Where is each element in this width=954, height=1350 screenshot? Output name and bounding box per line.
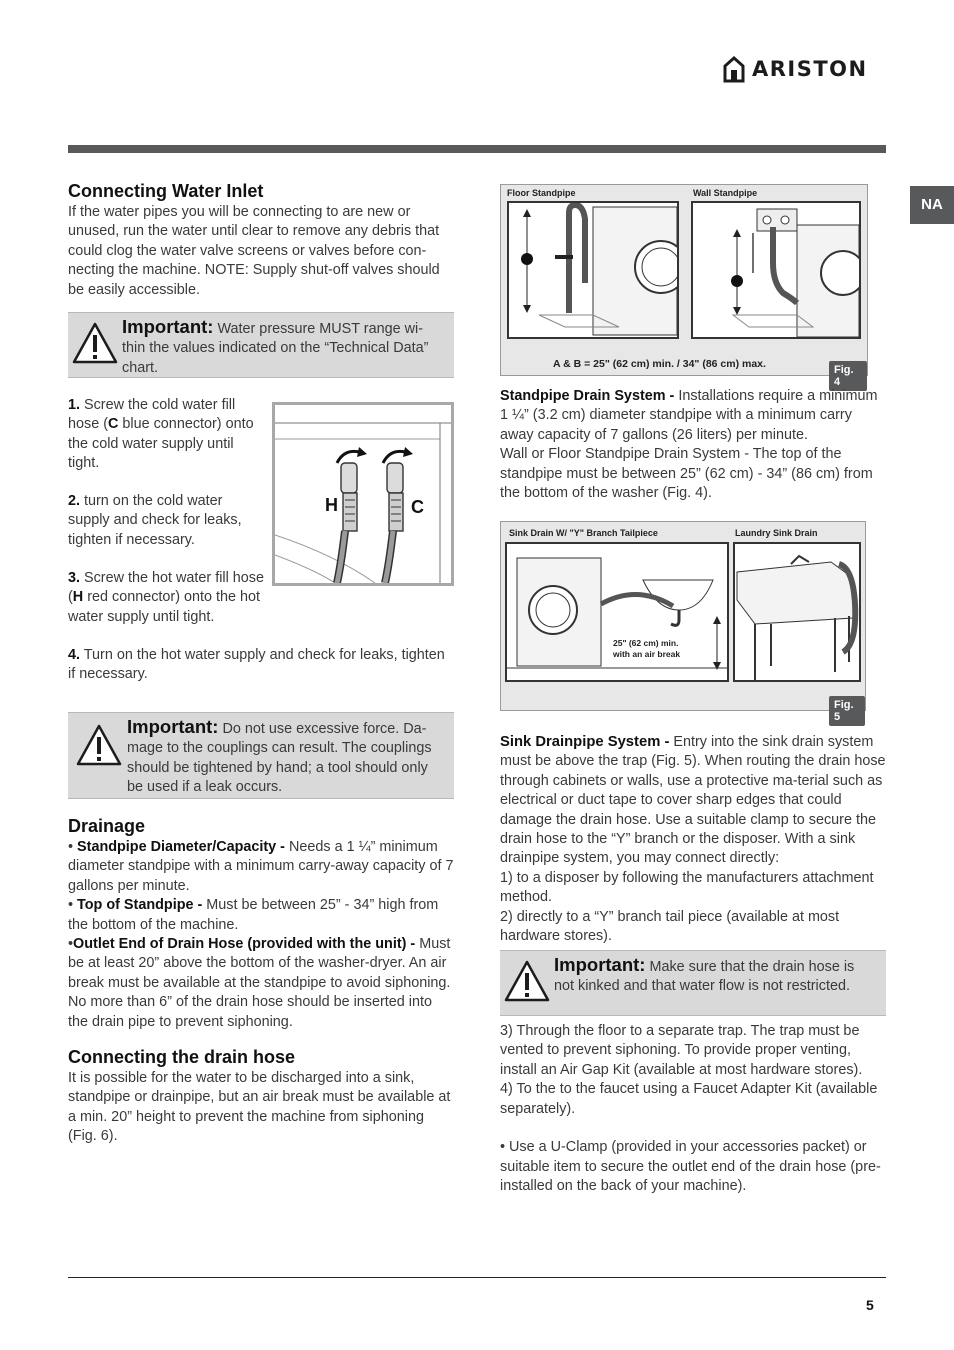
wall-standpipe-label: Wall Standpipe	[693, 188, 758, 198]
region-tab[interactable]: NA	[910, 186, 954, 224]
important-text: Do not use excessive force. Da-mage to the couplings can result. The couplings should be tightened by hand; a tool should only be used if a leak occurs.	[127, 721, 432, 796]
page-number: 5	[866, 1297, 874, 1313]
laundry-sink-label: Laundry Sink Drain	[735, 528, 818, 538]
cold-label: C	[411, 497, 424, 517]
figure-4	[500, 184, 868, 388]
sink-drainpipe-text: Sink Drainpipe System - Entry into the sink drain system must be above the trap (Fig. 5). When routing the drain hose through cabinets or walls, use a protective ma-terial such as electrical or duct tape to cover sharp edges that could damage the drain hose. Use a suitable clamp to secure the drain hose to the “Y” branch or the disposer. With a sink drainpipe system, you may connect directly: 1) to a disposer by following the manufacturers attachment method. 2) directly to a “Y” branch tail piece (available at most hardware stores).	[500, 734, 886, 945]
drainage-bullet-1: • Standpipe Diameter/Capacity - Needs a 1 ¼” minimum diameter standpipe with a minimum carry-away capacity of 7 gallons per minute.	[68, 839, 454, 894]
water-inlet-title: Connecting Water Inlet	[68, 181, 264, 201]
floor-standpipe-label: Floor Standpipe	[507, 188, 576, 198]
warning-triangle-icon	[76, 723, 122, 767]
important-text: Make sure that the drain hose is not kinked and that water flow is not restricted.	[554, 959, 855, 995]
more-options-text: 3) Through the floor to a separate trap. The trap must be vented to prevent siphoning. To provide proper venting, install an Air Gap Kit (available at most hardware stores). 4) To the to the faucet using a Faucet Adapter Kit (available separately). • Use a U-Clamp (provided in your accessories packet) or suitable item to secure the outlet end of the drain hose (pre-installed on the back of your machine).	[500, 1023, 881, 1195]
important-box-pressure	[68, 312, 454, 378]
drainage-bullet-3: •Outlet End of Drain Hose (provided with the unit) - Must be at least 20” above the bottom of the washer-dryer. An air break must be available at the standpipe to avoid siphoning. No more than 6” of the drain hose should be inserted into the drain pipe to prevent siphoning.	[68, 936, 451, 1030]
standpipe-keyword: Standpipe Drain System -	[500, 388, 675, 404]
ariston-logo	[722, 55, 888, 85]
brand-name: ARISTON	[752, 57, 868, 81]
drainage-title: Drainage	[68, 816, 146, 836]
important-box-force	[68, 712, 454, 799]
warning-triangle-icon	[504, 959, 550, 1003]
important-box-kink	[500, 950, 886, 1016]
step-3: 3. Screw the hot water fill hose (H red connector) onto the hot water supply until tight.	[68, 570, 264, 625]
sink-keyword: Sink Drainpipe System -	[500, 734, 670, 750]
cold-valve-icon	[383, 447, 413, 583]
laundry-sink-drawing	[733, 542, 861, 682]
air-break-dimension: 25" (62 cm) min. with an air break	[613, 638, 681, 659]
wall-standpipe-drawing	[691, 201, 861, 339]
important-keyword: Important:	[127, 716, 219, 737]
standpipe-text: Standpipe Drain System - Installations require a minimum 1 ¼” (3.2 cm) diameter standpipe with a minimum carry away capacity of 7 gallons (26 liters) per minute. Wall or Floor Standpipe Drain System - The top of the standpipe must be between 25” (62 cm) - 34” (86 cm) from the bottom of the washer (Fig. 4).	[500, 388, 878, 502]
footer-rule	[68, 1277, 886, 1278]
header-rule	[68, 145, 886, 153]
fig5-tag: Fig. 5	[829, 696, 865, 726]
important-text: Water pressure MUST range wi-thin the values indicated on the “Technical Data” chart.	[122, 321, 429, 376]
drainage-bullets	[68, 838, 454, 1032]
valve-hoses-drawing	[275, 405, 451, 583]
figure-5	[500, 521, 866, 723]
house-logo-icon	[722, 55, 746, 83]
drain-hose-text: It is possible for the water to be discharged into a sink, standpipe or drainpipe, but an air break must be available at a min. 20” height to prevent the machine from siphoning (Fig. 6).	[68, 1070, 451, 1145]
sink-drain-label: Sink Drain W/ "Y" Branch Tailpiece	[509, 528, 658, 538]
fig4-caption: A & B = 25" (62 cm) min. / 34" (86 cm) max.	[553, 358, 766, 370]
valve-illustration	[272, 402, 454, 586]
floor-standpipe-drawing	[507, 201, 679, 339]
water-inlet-intro: If the water pipes you will be connecting to are new or unused, run the water until clear to remove any debris that could clog the water valve screens or valves before con-necting the machine. NOTE: Supply shut-off valves should be easily accessible.	[68, 204, 440, 298]
step-1: 1. Screw the cold water fill hose (C blue connector) onto the cold water supply until tight.	[68, 397, 254, 472]
hot-valve-icon	[337, 447, 367, 583]
step-4: 4. Turn on the hot water supply and check for leaks, tighten if necessary.	[68, 647, 445, 683]
fig4-tag: Fig. 4	[829, 361, 867, 391]
warning-triangle-icon	[72, 321, 118, 365]
important-keyword: Important:	[554, 954, 646, 975]
hot-label: H	[325, 495, 338, 515]
drain-hose-title: Connecting the drain hose	[68, 1047, 296, 1067]
sink-drain-drawing	[505, 542, 729, 682]
important-keyword: Important:	[122, 316, 214, 337]
drainage-bullet-2: • Top of Standpipe - Must be between 25” - 34” high from the bottom of the machine.	[68, 897, 439, 933]
step-2: 2. turn on the cold water supply and check for leaks, tighten if necessary.	[68, 493, 242, 548]
